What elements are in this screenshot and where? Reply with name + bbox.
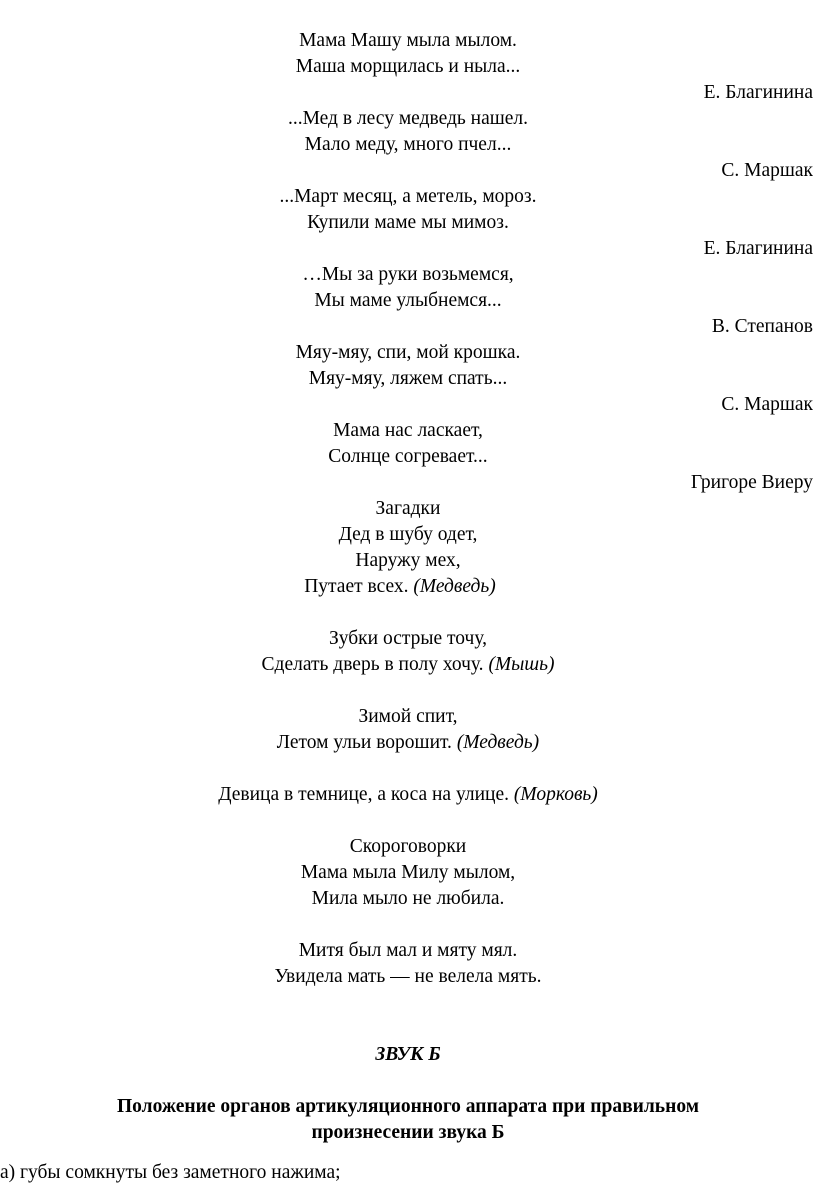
poem-1-author: Е. Благинина — [703, 82, 813, 103]
subsection-title-line-1: Положение органов артикуляционного аппарата при правильном — [117, 1096, 699, 1117]
riddle-4-line-1-row — [0, 782, 816, 808]
list-item-a: а) губы сомкнуты без заметного нажима; — [0, 1162, 341, 1183]
twister-1-line-1: Мама мыла Милу мылом, — [300, 862, 516, 883]
poem-2-author: С. Маршак — [721, 160, 813, 181]
poem-6-line-1: Мама нас ласкает, — [333, 420, 483, 441]
poem-1-line-1: Мама Машу мыла мылом. — [299, 30, 517, 51]
riddle-1-line-3: Путает всех. — [304, 576, 409, 597]
tongue-twisters-heading: Скороговорки — [349, 836, 467, 857]
riddle-2-line-1: Зубки острые точу, — [329, 628, 487, 649]
poem-5-line-1: Мяу-мяу, спи, мой крошка. — [295, 342, 521, 363]
riddle-3-answer: (Медведь) — [456, 732, 540, 753]
subsection-title-line-2: произнесении звука Б — [311, 1122, 505, 1143]
riddle-2-line-2-row — [0, 652, 816, 678]
twister-2-line-1: Митя был мал и мяту мял. — [298, 940, 518, 961]
poem-3-line-1: ...Март месяц, а метель, мороз. — [279, 186, 537, 207]
riddle-1-line-2: Наружу мех, — [355, 550, 461, 571]
section-title: ЗВУК Б — [375, 1044, 441, 1065]
poem-4-line-2: Мы маме улыбнемся... — [314, 290, 502, 311]
poem-5-line-2: Мяу-мяу, ляжем спать... — [308, 368, 508, 389]
riddles-heading: Загадки — [375, 498, 441, 519]
poem-5-author: С. Маршак — [721, 394, 813, 415]
twister-2-line-2: Увидела мать — не велела мять. — [274, 966, 542, 987]
riddle-1-line-1: Дед в шубу одет, — [338, 524, 478, 545]
riddle-4-line-1: Девица в темнице, а коса на улице. — [218, 784, 509, 805]
poem-1-line-2: Маша морщилась и ныла... — [295, 56, 521, 77]
poem-4-line-1: …Мы за руки возьмемся, — [302, 264, 514, 285]
poem-6-author: Григоре Виеру — [690, 472, 813, 493]
poem-6-line-2: Солнце согревает... — [328, 446, 488, 467]
riddle-1-line-3-row — [0, 574, 816, 600]
riddle-2-answer: (Мышь) — [488, 654, 555, 675]
poem-2-line-1: ...Мед в лесу медведь нашел. — [287, 108, 529, 129]
riddle-2-line-2: Сделать дверь в полу хочу. — [261, 654, 484, 675]
riddle-1-answer: (Медведь) — [413, 576, 496, 597]
riddle-4-answer: (Морковь) — [513, 784, 598, 805]
twister-1-line-2: Мила мыло не любила. — [311, 888, 505, 909]
poem-2-line-2: Мало меду, много пчел... — [304, 134, 512, 155]
riddle-3-line-2-row — [0, 730, 816, 756]
riddle-3-line-1: Зимой спит, — [358, 706, 458, 727]
riddle-3-line-2: Летом ульи ворошит. — [276, 732, 452, 753]
poem-3-line-2: Купили маме мы мимоз. — [307, 212, 509, 233]
poem-3-author: Е. Благинина — [703, 238, 813, 259]
poem-4-author: В. Степанов — [711, 316, 813, 337]
